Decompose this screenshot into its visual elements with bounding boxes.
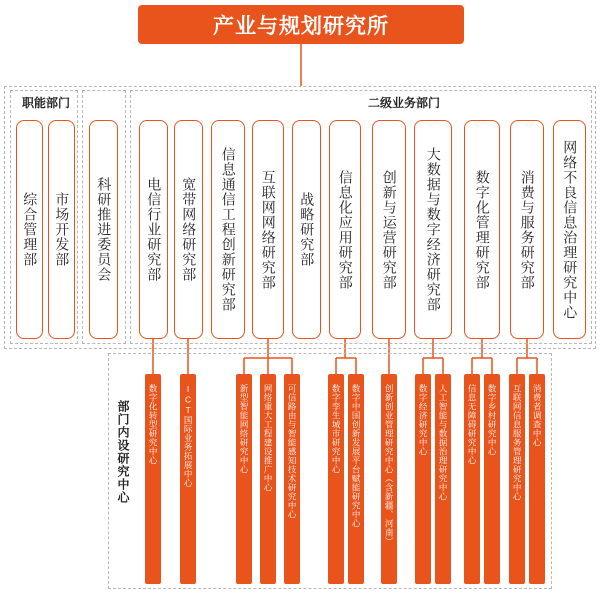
center-bar — [348, 374, 364, 584]
unit-label: 综合管理部 — [22, 192, 39, 267]
unit-label: 互联网网络研究部 — [260, 169, 277, 290]
unit-label: 创新与运营研究部 — [381, 169, 398, 290]
unit-label: 网络不良信息治理研究中心 — [562, 139, 579, 320]
unit-box — [414, 120, 452, 339]
center-label: 数字乡村研究中心 — [487, 384, 498, 456]
center-bar — [529, 374, 545, 584]
center-bar — [236, 374, 252, 584]
unit-box — [252, 120, 284, 339]
committee-label: 科研推进委员会 — [96, 177, 113, 282]
center-bar — [435, 374, 451, 584]
center-label: 新型智能网络研究中心 — [239, 384, 250, 474]
unit-box — [211, 120, 245, 339]
internal-centers-header: 部门内设研究中心 — [116, 400, 130, 504]
center-bar — [328, 374, 344, 584]
center-bar — [415, 374, 431, 584]
unit-box — [464, 120, 500, 339]
center-bar — [509, 374, 525, 584]
center-label: 数字孪生城市研究中心 — [331, 384, 342, 474]
business-dept-header: 二级业务部门 — [368, 96, 441, 110]
center-bar — [381, 374, 397, 584]
center-label: ICT国际业务拓展中心 — [183, 384, 194, 488]
center-bar — [464, 374, 480, 584]
center-bar — [180, 374, 196, 584]
center-label: 网络重大工程建设推广中心 — [263, 384, 274, 492]
unit-box — [329, 120, 361, 339]
center-bar — [484, 374, 500, 584]
unit-label: 电信行业研究部 — [146, 177, 163, 282]
center-label: 创新创业管理研究中心（含新疆、河南） — [384, 384, 395, 546]
functional-dept-header: 职能部门 — [22, 96, 71, 110]
unit-box — [174, 120, 203, 339]
center-label: 数字经济研究中心 — [418, 384, 429, 456]
unit-label: 消费与服务研究部 — [519, 169, 536, 290]
page-title: 产业与规划研究所 — [138, 5, 464, 44]
center-bar — [284, 374, 300, 584]
center-label: 可信路由与智能感知技术研究中心 — [287, 384, 298, 519]
committee-box — [89, 120, 118, 339]
unit-box — [510, 120, 544, 339]
center-bar — [145, 374, 161, 584]
center-label: 数字化转型研究中心 — [148, 384, 159, 465]
center-label: 消费者调查中心 — [532, 384, 543, 447]
center-label: 互联网信息服务管理研究中心 — [512, 384, 523, 501]
unit-box — [48, 120, 75, 339]
unit-label: 宽带网络研究部 — [181, 177, 198, 282]
unit-label: 信息通信工程创新研究部 — [220, 147, 237, 312]
unit-label: 战略研究部 — [299, 192, 316, 267]
center-bar — [260, 374, 276, 584]
unit-box — [139, 120, 168, 339]
unit-box — [553, 120, 586, 339]
unit-box — [292, 120, 321, 339]
center-label: 数字中国创新发展平台赋能研究中心 — [351, 384, 362, 528]
unit-box — [16, 120, 43, 339]
unit-label: 大数据与数字经济研究部 — [425, 147, 442, 312]
unit-box — [372, 120, 406, 339]
unit-label: 市场开发部 — [54, 192, 71, 267]
unit-label: 数字化管理研究部 — [474, 169, 491, 290]
center-label: 信息无障碍研究中心 — [467, 384, 478, 465]
center-label: 人工智能与数据治理研究中心 — [438, 384, 449, 501]
unit-label: 信息化应用研究部 — [337, 169, 354, 290]
